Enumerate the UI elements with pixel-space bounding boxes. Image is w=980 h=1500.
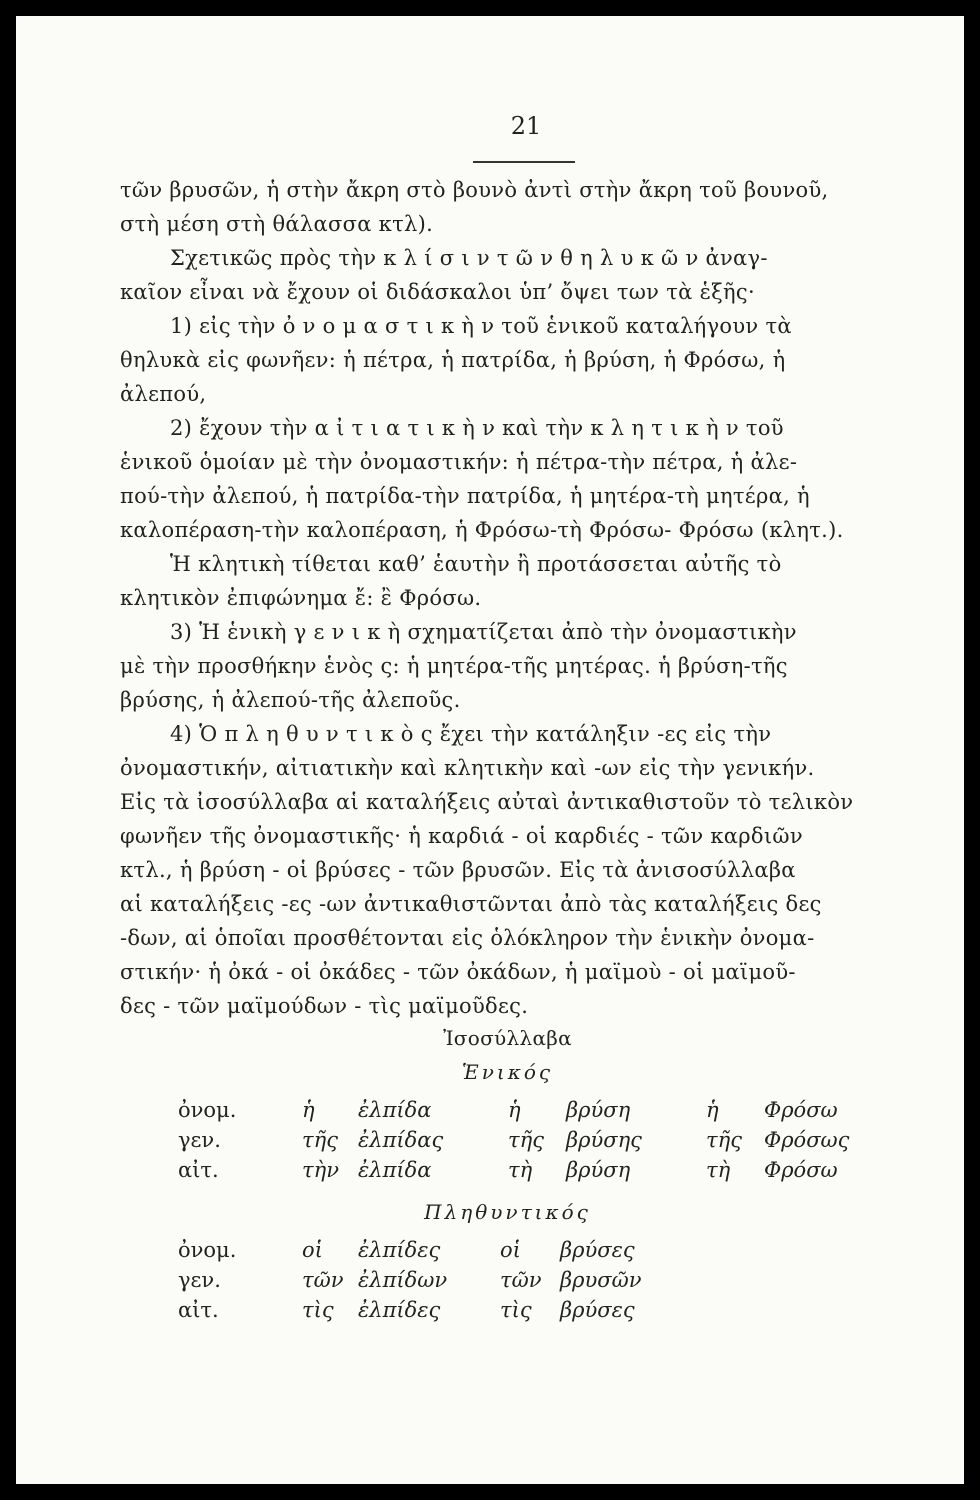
article: ἡ: [508, 1098, 521, 1122]
article: οἱ: [500, 1238, 521, 1262]
noun: βρύση: [566, 1098, 631, 1122]
table-title: Ἰσοσύλλαβα: [443, 1026, 572, 1050]
text-line: φωνῆεν τῆς ὀνομαστικῆς· ἡ καρδιά - οἱ καρδιές - τῶν καρδιῶν: [120, 824, 803, 848]
article: τὴ: [508, 1158, 533, 1182]
text-line: στὴ μέση στὴ θάλασσα κτλ).: [120, 212, 434, 236]
noun: ἐλπίδες: [358, 1298, 441, 1322]
text-line: βρύσης, ἡ ἀλεπού-τῆς ἀλεποῦς.: [120, 688, 461, 712]
text-line: 1) εἰς τὴν ὀ ν ο μ α σ τ ι κ ὴ ν τοῦ ἑνικοῦ καταλήγουν τὰ: [170, 314, 792, 338]
text-line: ἑνικοῦ ὁμοίαν μὲ τὴν ὀνομαστικήν: ἡ πέτρα-τὴν πέτρα, ἡ ἀλε-: [120, 450, 798, 474]
noun: ἐλπίδα: [358, 1158, 432, 1182]
text-line: θηλυκὰ εἰς φωνῆεν: ἡ πέτρα, ἡ πατρίδα, ἡ βρύση, ἡ Φρόσω, ἡ: [120, 348, 786, 372]
article: τῶν: [500, 1268, 542, 1292]
text-line: Εἰς τὰ ἰσοσύλλαβα αἱ καταλήξεις αὐταὶ ἀντικαθιστοῦν τὸ τελικὸν: [120, 790, 854, 814]
noun: ἐλπίδα: [358, 1098, 432, 1122]
text-line: αἱ καταλήξεις -ες -ων ἀντικαθιστῶνται ἀπὸ τὰς καταλήξεις δες: [120, 892, 822, 916]
singular-heading: Ἑνικός: [461, 1060, 554, 1084]
noun: ἐλπίδων: [358, 1268, 448, 1292]
article: οἱ: [302, 1238, 323, 1262]
text-line: δες - τῶν μαϊμούδων - τὶς μαϊμοῦδες.: [120, 994, 529, 1018]
article: ἡ: [302, 1098, 315, 1122]
case-label: ὀνομ.: [178, 1238, 237, 1262]
noun: βρυσῶν: [560, 1268, 642, 1292]
text-line: καλοπέραση-τὴν καλοπέραση, ἡ Φρόσω-τὴ Φρόσω- Φρόσω (κλητ.).: [120, 518, 844, 542]
article: τὶς: [302, 1298, 334, 1322]
case-label: γεν.: [178, 1268, 221, 1292]
noun: Φρόσω: [764, 1098, 838, 1122]
noun: βρύσες: [560, 1238, 635, 1262]
text-line: πού-τὴν ἀλεπού, ἡ πατρίδα-τὴν πατρίδα, ἡ μητέρα-τὴ μητέρα, ἡ: [120, 484, 810, 508]
noun: βρύσης: [566, 1128, 642, 1152]
noun: βρύση: [566, 1158, 631, 1182]
article: τῆς: [508, 1128, 544, 1152]
plural-heading: Πληθυντικός: [424, 1200, 591, 1224]
text-line: 3) Ἡ ἑνικὴ γ ε ν ι κ ὴ σχηματίζεται ἀπὸ τὴν ὀνομαστικὴν: [170, 620, 797, 644]
text-line: στικήν· ἡ ὀκά - οἱ ὀκάδες - τῶν ὀκάδων, ἡ μαϊμοὺ - οἱ μαϊμοῦ-: [120, 960, 796, 984]
noun: Φρόσως: [764, 1128, 850, 1152]
case-label: αἰτ.: [178, 1158, 219, 1182]
text-line: 2) ἔχουν τὴν α ἰ τ ι α τ ι κ ὴ ν καὶ τὴν κ λ η τ ι κ ὴ ν τοῦ: [170, 416, 784, 440]
case-label: αἰτ.: [178, 1298, 219, 1322]
text-line: ὀνομαστικήν, αἰτιατικὴν καὶ κλητικὴν καὶ -ων εἰς τὴν γενικήν.: [120, 756, 815, 780]
text-line: -δων, αἱ ὁποῖαι προσθέτονται εἰς ὁλόκληρον τὴν ἑνικὴν ὀνομα-: [120, 926, 815, 950]
article: τὴ: [706, 1158, 731, 1182]
noun: ἐλπίδας: [358, 1128, 444, 1152]
text-line: καῖον εἶναι νὰ ἔχουν οἱ διδάσκαλοι ὑπ’ ὄψει των τὰ ἑξῆς·: [120, 280, 755, 304]
noun: Φρόσω: [764, 1158, 838, 1182]
text-line: κτλ., ἡ βρύση - οἱ βρύσες - τῶν βρυσῶν. Εἰς τὰ ἀνισοσύλλαβα: [120, 858, 796, 882]
text-line: μὲ τὴν προσθήκην ἑνὸς ς: ἡ μητέρα-τῆς μητέρας. ἡ βρύση-τῆς: [120, 654, 788, 678]
noun: βρύσες: [560, 1298, 635, 1322]
article: τῆς: [302, 1128, 338, 1152]
text-line: τῶν βρυσῶν, ἡ στὴν ἄκρη στὸ βουνὸ ἀντὶ στὴν ἄκρη τοῦ βουνοῦ,: [120, 178, 829, 202]
text-line: 4) Ὁ π λ η θ υ ν τ ι κ ὸ ς ἔχει τὴν κατάληξιν -ες εἰς τὴν: [170, 722, 772, 746]
text-line: Σχετικῶς πρὸς τὴν κ λ ί σ ι ν τ ῶ ν θ η λ υ κ ῶ ν ἀναγ-: [170, 246, 768, 270]
article: τὴν: [302, 1158, 339, 1182]
article: τὶς: [500, 1298, 532, 1322]
noun: ἐλπίδες: [358, 1238, 441, 1262]
case-label: γεν.: [178, 1128, 221, 1152]
text-line: κλητικὸν ἐπιφώνημα ἔ: ἒ Φρόσω.: [120, 586, 482, 610]
text-line: Ἡ κλητικὴ τίθεται καθ’ ἑαυτὴν ἢ προτάσσεται αὐτῆς τὸ: [170, 552, 782, 576]
page-number-rule: [473, 161, 575, 163]
article: τῶν: [302, 1268, 344, 1292]
article: ἡ: [706, 1098, 719, 1122]
case-label: ὀνομ.: [178, 1098, 237, 1122]
page-number: 21: [510, 112, 542, 140]
article: τῆς: [706, 1128, 742, 1152]
text-line: ἀλεπού,: [120, 382, 207, 406]
